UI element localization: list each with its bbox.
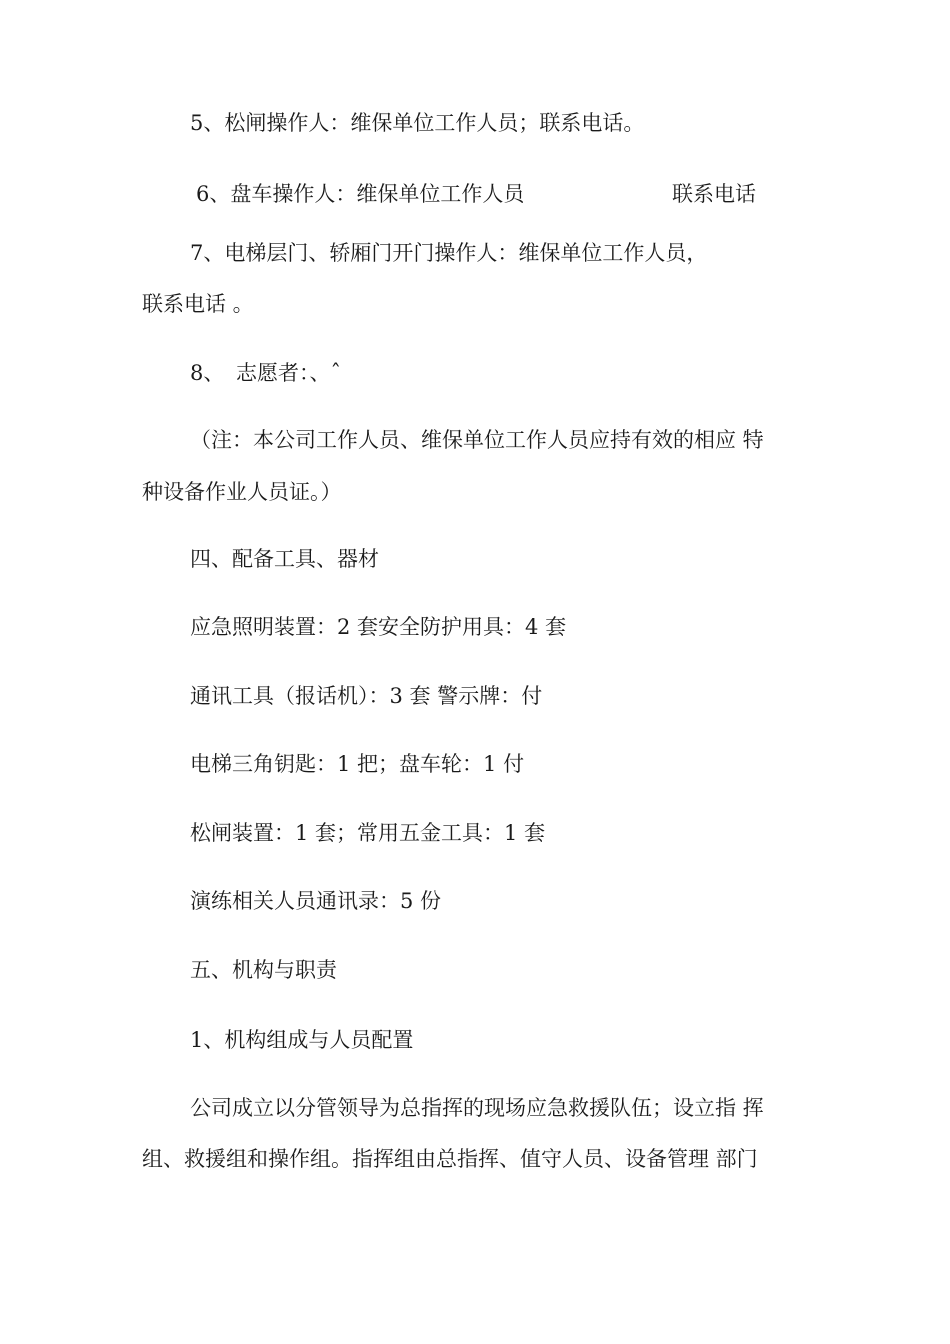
section-heading-tools: 四、配备工具、器材 — [190, 547, 379, 571]
paragraph-organization-line-2: 组、救援组和操作组。指挥组由总指挥、值守人员、设备管理 部门 — [142, 1147, 758, 1171]
paragraph-release-brake-operator: 5、松闸操作人：维保单位工作人员；联系电话。 — [190, 111, 645, 135]
tools-item-brake-release: 松闸装置：1 套；常用五金工具：1 套 — [190, 821, 546, 845]
paragraph-note-line-2: 种设备作业人员证。） — [142, 480, 342, 504]
tools-item-key: 电梯三角钥匙：1 把；盘车轮：1 付 — [190, 752, 525, 776]
paragraph-turning-operator: 6、盘车操作人：维保单位工作人员 — [196, 182, 525, 206]
tools-item-contact-list: 演练相关人员通讯录：5 份 — [190, 889, 442, 913]
section-heading-organization: 五、机构与职责 — [190, 958, 337, 982]
paragraph-volunteer: 志愿者：、ˆ — [236, 361, 341, 385]
tools-item-lighting: 应急照明装置：2 套安全防护用具：4 套 — [190, 615, 567, 639]
paragraph-note-line-1: （注：本公司工作人员、维保单位工作人员应持有效的相应 特 — [190, 428, 764, 452]
paragraph-door-operator: 7、电梯层门、轿厢门开门操作人：维保单位工作人员， — [190, 241, 708, 265]
paragraph-turning-operator-phone: 联系电话 — [672, 182, 756, 206]
tools-item-communication: 通讯工具（报话机）：3 套 警示牌：付 — [190, 684, 543, 708]
paragraph-organization-line-1: 公司成立以分管领导为总指挥的现场应急救援队伍；设立指 挥 — [190, 1096, 764, 1120]
paragraph-door-operator-phone: 联系电话 。 — [142, 292, 254, 316]
paragraph-volunteer-number: 8、 — [190, 361, 225, 385]
subsection-heading-composition: 1、机构组成与人员配置 — [190, 1028, 414, 1052]
